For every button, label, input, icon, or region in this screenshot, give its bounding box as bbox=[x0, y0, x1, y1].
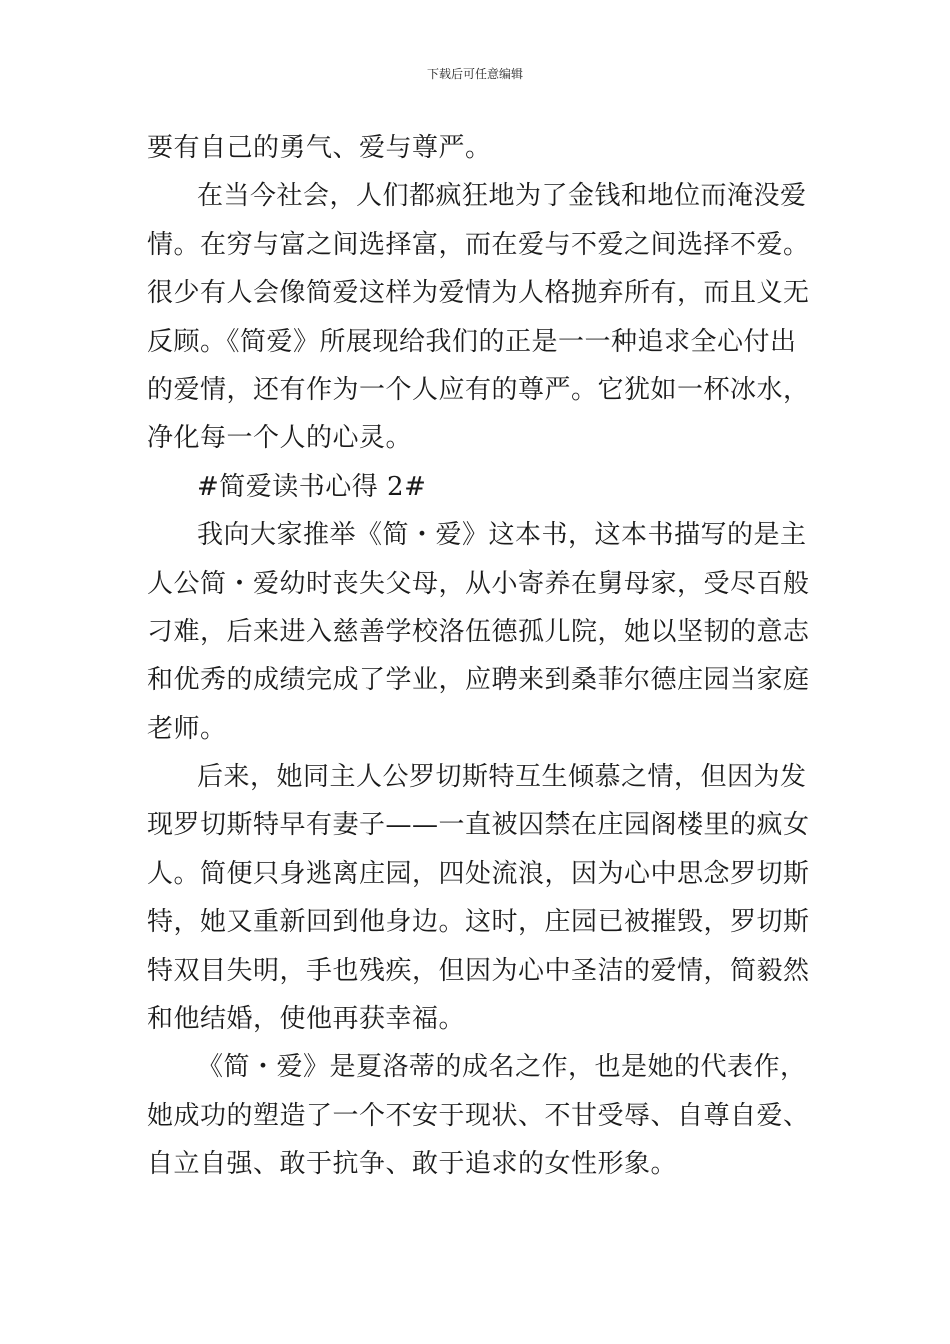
text-line: 自立自强、敢于抗争、敢于追求的女性形象。 bbox=[147, 1149, 678, 1180]
text-line: 净化每一个人的心灵。 bbox=[147, 423, 413, 454]
text-line: 现罗切斯特早有妻子——一直被囚禁在庄园阁楼里的疯女 bbox=[147, 810, 810, 841]
text-line: 的爱情，还有作为一个人应有的尊严。它犹如一杯冰水， bbox=[147, 374, 810, 405]
text-line: 她成功的塑造了一个不安于现状、不甘受辱、自尊自爱、 bbox=[147, 1100, 810, 1131]
text-line: 和优秀的成绩完成了学业，应聘来到桑菲尔德庄园当家庭 bbox=[147, 665, 810, 696]
text-line: 老师。 bbox=[147, 713, 227, 744]
paragraph-start-line: 后来，她同主人公罗切斯特互生倾慕之情，但因为发 bbox=[197, 762, 807, 793]
page-header-note: 下载后可任意编辑 bbox=[426, 67, 523, 81]
text-line: 人公简・爱幼时丧失父母，从小寄养在舅母家，受尽百般 bbox=[147, 568, 810, 599]
text-line: 人。简便只身逃离庄园，四处流浪，因为心中思念罗切斯 bbox=[147, 858, 810, 889]
text-line: 和他结婚，使他再获幸福。 bbox=[147, 1004, 466, 1035]
text-line: 情。在穷与富之间选择富，而在爱与不爱之间选择不爱。 bbox=[147, 229, 810, 260]
paragraph-start-line: 我向大家推举《简・爱》这本书，这本书描写的是主 bbox=[197, 520, 807, 551]
section-heading: #简爱读书心得 2# bbox=[197, 471, 427, 502]
text-line: 刁难，后来进入慈善学校洛伍德孤儿院，她以坚韧的意志 bbox=[147, 616, 810, 647]
text-line: 很少有人会像简爱这样为爱情为人格抛弃所有，而且义无 bbox=[147, 278, 810, 309]
text-line: 要有自己的勇气、爱与尊严。 bbox=[147, 133, 492, 163]
text-line: 反顾。《简爱》所展现给我们的正是一一种追求全心付出 bbox=[147, 326, 797, 357]
paragraph-start-line: 在当今社会，人们都疯狂地为了金钱和地位而淹没爱 bbox=[197, 181, 807, 212]
text-line: 特，她又重新回到他身边。这时，庄园已被摧毁，罗切斯 bbox=[147, 907, 810, 938]
text-line: 特双目失明，手也残疾，但因为心中圣洁的爱情，简毅然 bbox=[147, 955, 810, 986]
paragraph-start-line: 《简・爱》是夏洛蒂的成名之作，也是她的代表作， bbox=[197, 1052, 807, 1083]
document-body bbox=[147, 124, 810, 1189]
